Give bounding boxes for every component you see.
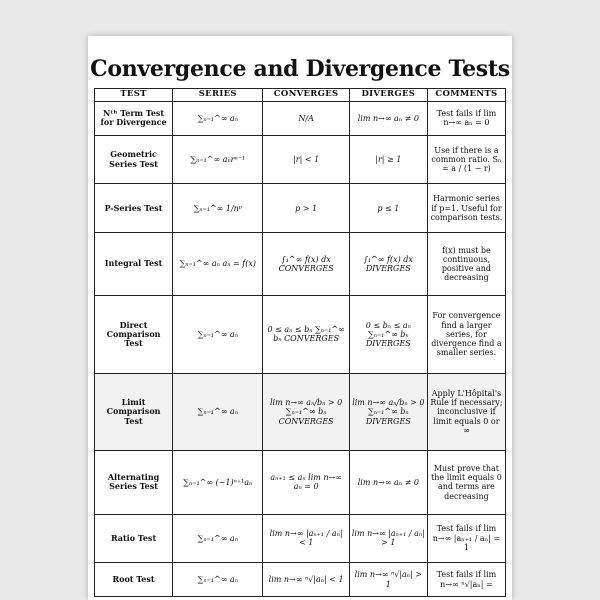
converges-cell: lim n→∞ aₙ/bₙ > 0 ∑ₙ₌₁^∞ bₙ CONVERGES	[263, 373, 349, 451]
test-name-cell: Integral Test	[95, 232, 173, 295]
table-row	[95, 232, 506, 295]
comments-cell: Harmonic series if p=1. Useful for comparison tests.	[427, 184, 505, 233]
table-row	[95, 563, 506, 597]
series-cell: ∑ₙ₌₁^∞ aₙ	[173, 563, 263, 597]
series-cell: ∑ₙ₌₁^∞ aₙ aₙ = f(x)	[173, 232, 263, 295]
diverges-cell: |r| ≥ 1	[349, 135, 427, 184]
converges-cell: lim n→∞ |aₙ₊₁ / aₙ| < 1	[263, 514, 349, 563]
header-diverges: DIVERGES	[349, 89, 427, 102]
header-comments: COMMENTS	[427, 89, 505, 102]
diverges-cell: lim n→∞ aₙ/bₙ > 0 ∑ₙ₌₁^∞ bₙ DIVERGES	[349, 373, 427, 451]
test-name-cell: Root Test	[95, 563, 173, 597]
diverges-cell: 0 ≤ bₙ ≤ aₙ ∑ₙ₌₁^∞ bₙ DIVERGES	[349, 296, 427, 374]
poster	[88, 36, 512, 600]
series-cell: ∑ₙ₌₁^∞ 1/nᵖ	[173, 184, 263, 233]
poster-title: Convergence and Divergence Tests	[90, 56, 510, 82]
header-row	[95, 89, 506, 102]
series-cell: ∑ₙ₌₁^∞ aₙ	[173, 514, 263, 563]
table-row	[95, 135, 506, 184]
series-cell: ∑ₙ₌₁^∞ aₙ	[173, 373, 263, 451]
comments-cell: Must prove that the limit equals 0 and terms are decreasing	[427, 451, 505, 514]
converges-cell: N/A	[263, 102, 349, 136]
series-cell: ∑ₙ₌₁^∞ aₙrⁿ⁻¹	[173, 135, 263, 184]
series-cell: ∑ₙ₌₁^∞ (−1)ⁿ⁺¹aₙ	[173, 451, 263, 514]
series-cell: ∑ₙ₌₁^∞ aₙ	[173, 102, 263, 136]
table-row	[95, 451, 506, 514]
diverges-cell: lim n→∞ aₙ ≠ 0	[349, 102, 427, 136]
comments-cell: Test fails if lim n→∞ aₙ = 0	[427, 102, 505, 136]
comments-cell: Apply L'Hôpital's Rule if necessary; inconclusive if limit equals 0 or ∞	[427, 373, 505, 451]
table-row	[95, 102, 506, 136]
test-name-cell: P-Series Test	[95, 184, 173, 233]
diverges-cell: ∫₁^∞ f(x) dx DIVERGES	[349, 232, 427, 295]
converges-cell: |r| < 1	[263, 135, 349, 184]
test-name-cell: Direct Comparison Test	[95, 296, 173, 374]
converges-cell: p > 1	[263, 184, 349, 233]
converges-cell: ∫₁^∞ f(x) dx CONVERGES	[263, 232, 349, 295]
header-test: TEST	[95, 89, 173, 102]
test-name-cell: Ratio Test	[95, 514, 173, 563]
diverges-cell: lim n→∞ aₙ ≠ 0	[349, 451, 427, 514]
test-name-cell: Nᵗʰ Term Test for Divergence	[95, 102, 173, 136]
comments-cell: Use if there is a common ratio. Sₙ = a / (1 − r)	[427, 135, 505, 184]
header-converges: CONVERGES	[263, 89, 349, 102]
series-cell: ∑ₙ₌₁^∞ aₙ	[173, 296, 263, 374]
test-name-cell: Alternating Series Test	[95, 451, 173, 514]
diverges-cell: p ≤ 1	[349, 184, 427, 233]
converges-cell: lim n→∞ ⁿ√|aₙ| < 1	[263, 563, 349, 597]
test-name-cell: Limit Comparison Test	[95, 373, 173, 451]
comments-cell: For convergence find a larger series, for divergence find a smaller series.	[427, 296, 505, 374]
table-row	[95, 373, 506, 451]
header-series: SERIES	[173, 89, 263, 102]
comments-cell: Test fails if lim n→∞ |aₙ₊₁ / aₙ| = 1	[427, 514, 505, 563]
table-row	[95, 184, 506, 233]
table-row	[95, 514, 506, 563]
converges-cell: 0 ≤ aₙ ≤ bₙ ∑ₙ₌₁^∞ bₙ CONVERGES	[263, 296, 349, 374]
diverges-cell: lim n→∞ ⁿ√|aₙ| > 1	[349, 563, 427, 597]
tests-table	[94, 88, 506, 597]
comments-cell: f(x) must be continuous, positive and decreasing	[427, 232, 505, 295]
diverges-cell: lim n→∞ |aₙ₊₁ / aₙ| > 1	[349, 514, 427, 563]
comments-cell: Test fails if lim n→∞ ⁿ√|aₙ| =	[427, 563, 505, 597]
converges-cell: aₙ₊₁ ≤ aₙ lim n→∞ aₙ = 0	[263, 451, 349, 514]
table-row	[95, 296, 506, 374]
test-name-cell: Geometric Series Test	[95, 135, 173, 184]
